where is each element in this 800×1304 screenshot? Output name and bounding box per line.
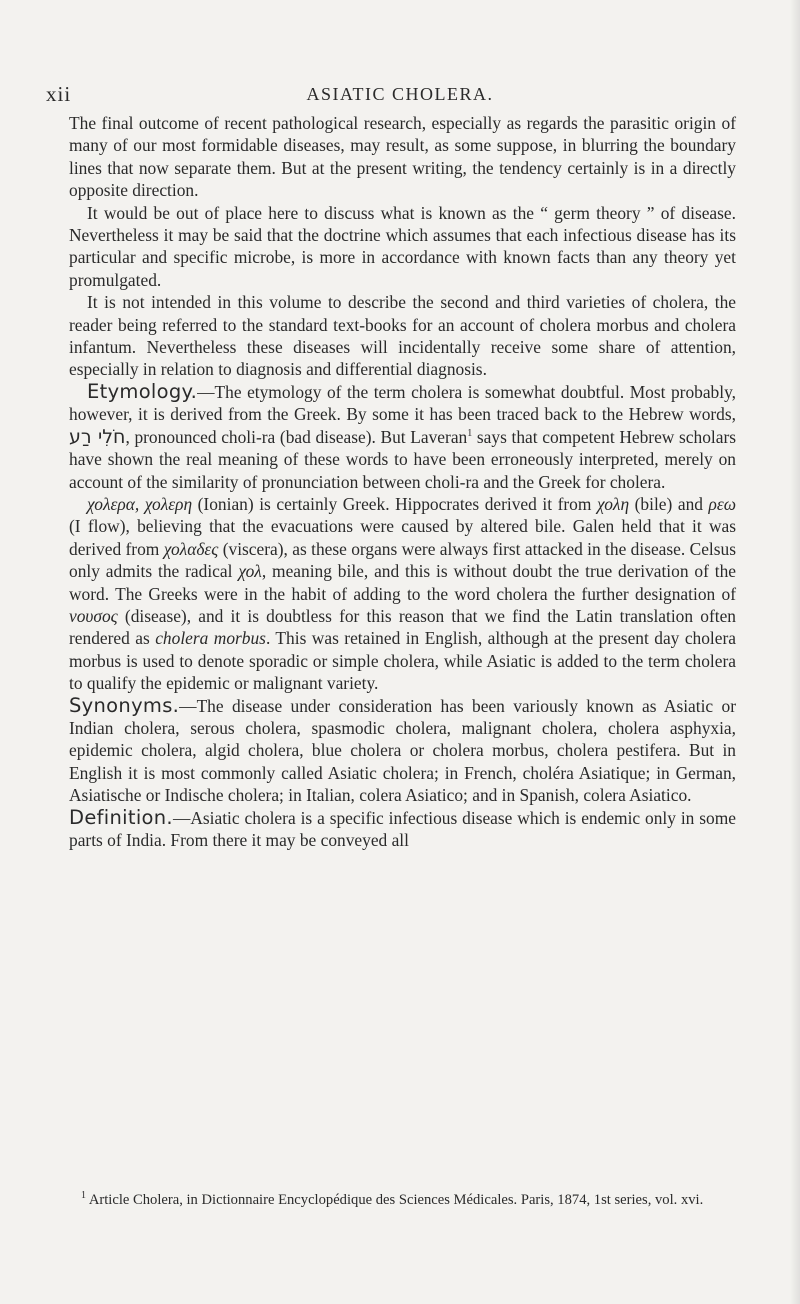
greek-chol: χολ [238,561,262,582]
paragraph-outcome: The final outcome of recent pathological research, especially as regards the parasitic origin of many of our most formidable diseases, may result, as some suppose, in blurring the boundary lines that now separate them. But at the present writing, the tendency certainly is in a directly opposite direction. [69,113,736,201]
greek-nousos: νουσος [69,605,118,626]
etymology-text-b: , pronounced choli-ra (bad disease). But Laveran [125,426,468,447]
greek-text-b: (bile) and [629,493,709,514]
synonyms-text: —The disease under consideration has been variously known as Asiatic or Indian cholera, serous cholera, spasmodic cholera, malignant cholera, cholera asphyxia, epidemic cholera, algid cholera, blue cholera or cholera morbus, cholera pestifera. But in English it is most commonly called Asiatic cholera; in French, choléra Asiatique; in German, Asiatische or Indische cholera; in Italian, colera Asiatico; and in Spanish, colera Asiatico. [69,695,736,806]
etymology-text-c: says that competent Hebrew scholars have shown the real meaning of these words to have been erroneously interpreted, merely on account of the similarity of pronunciation between choli-ra and the Greek for cholera. [69,426,736,492]
greek-rheo: ρεω [708,493,736,514]
page-number: xii [46,82,72,106]
page-edge-shadow [790,0,800,1304]
footnote-ref: 1 [467,427,473,439]
etymology-text-a: —The etymology of the term cholera is somewhat doubtful. Most probably, however, it is derived from the Greek. By some it has been traced back to the Hebrew words, [69,381,736,425]
greek-text-d: (viscera), as these organs were always first attacked in the disease. Celsus only admits the radical [69,538,736,582]
paragraph-scope: It is not intended in this volume to describe the second and third varieties of cholera, the reader being referred to the standard text-books for an account of cholera morbus and cholera infantum. Nevertheless these diseases will incidentally receive some share of attention, especially in relation to diagnosis and differential diagnosis. [69,292,736,380]
greek-cholera: χολερα, χολερη [87,493,193,514]
footnote-line [69,1192,736,1210]
footnote-marker: 1 [81,1190,86,1202]
paragraph-greek [69,493,736,695]
greek-chole: χολη [596,493,630,514]
greek-text-e: , meaning bile, and this is without doubt the true derivation of the word. The Greeks were in the habit of adding to the word cholera the further designation of [69,561,736,604]
hebrew-words: חֹלִי רַע [69,425,126,448]
running-title: ASIATIC CHOLERA. [306,84,494,104]
latin-cholera-morbus: cholera morbus [155,628,266,649]
greek-text-f: (disease), and it is doubtless for this reason that we find the Latin translation often rendered as [69,605,736,649]
definition-heading: Definition. [69,805,173,829]
body-text [69,112,736,851]
synonyms-heading: Synonyms. [69,693,180,717]
greek-cholades: χολαδες [163,538,219,559]
footnote [69,1192,736,1210]
paragraph-definition [69,807,736,852]
definition-text: —Asiatic cholera is a specific infectious disease which is endemic only in some parts of India. From there it may be conveyed all [69,807,736,850]
greek-text-g: . This was retained in English, although at the present day cholera morbus is used to denote sporadic or simple cholera, while Asiatic is added to the term cholera to qualify the epidemic or malignant variety. [69,628,736,694]
footnote-text: Article Cholera, in Dictionnaire Encyclopédique des Sciences Médicales. Paris, 1874, 1st series, vol. xvi. [86,1192,704,1208]
paragraph-germ-theory: It would be out of place here to discuss what is known as the “ germ theory ” of disease. Nevertheless it may be said that the doctrine which assumes that each infectious disease has its particular and specific microbe, is more in accordance with known facts than any theory yet promulgated. [69,202,736,290]
greek-text-c: (I flow), believing that the evacuations were caused by altered bile. Galen held that it was derived from [69,516,736,559]
paragraph-etymology [69,381,736,493]
paragraph-synonyms [69,695,736,807]
etymology-heading: Etymology. [87,379,198,403]
greek-text-a: (Ionian) is certainly Greek. Hippocrates derived it from [192,493,597,514]
